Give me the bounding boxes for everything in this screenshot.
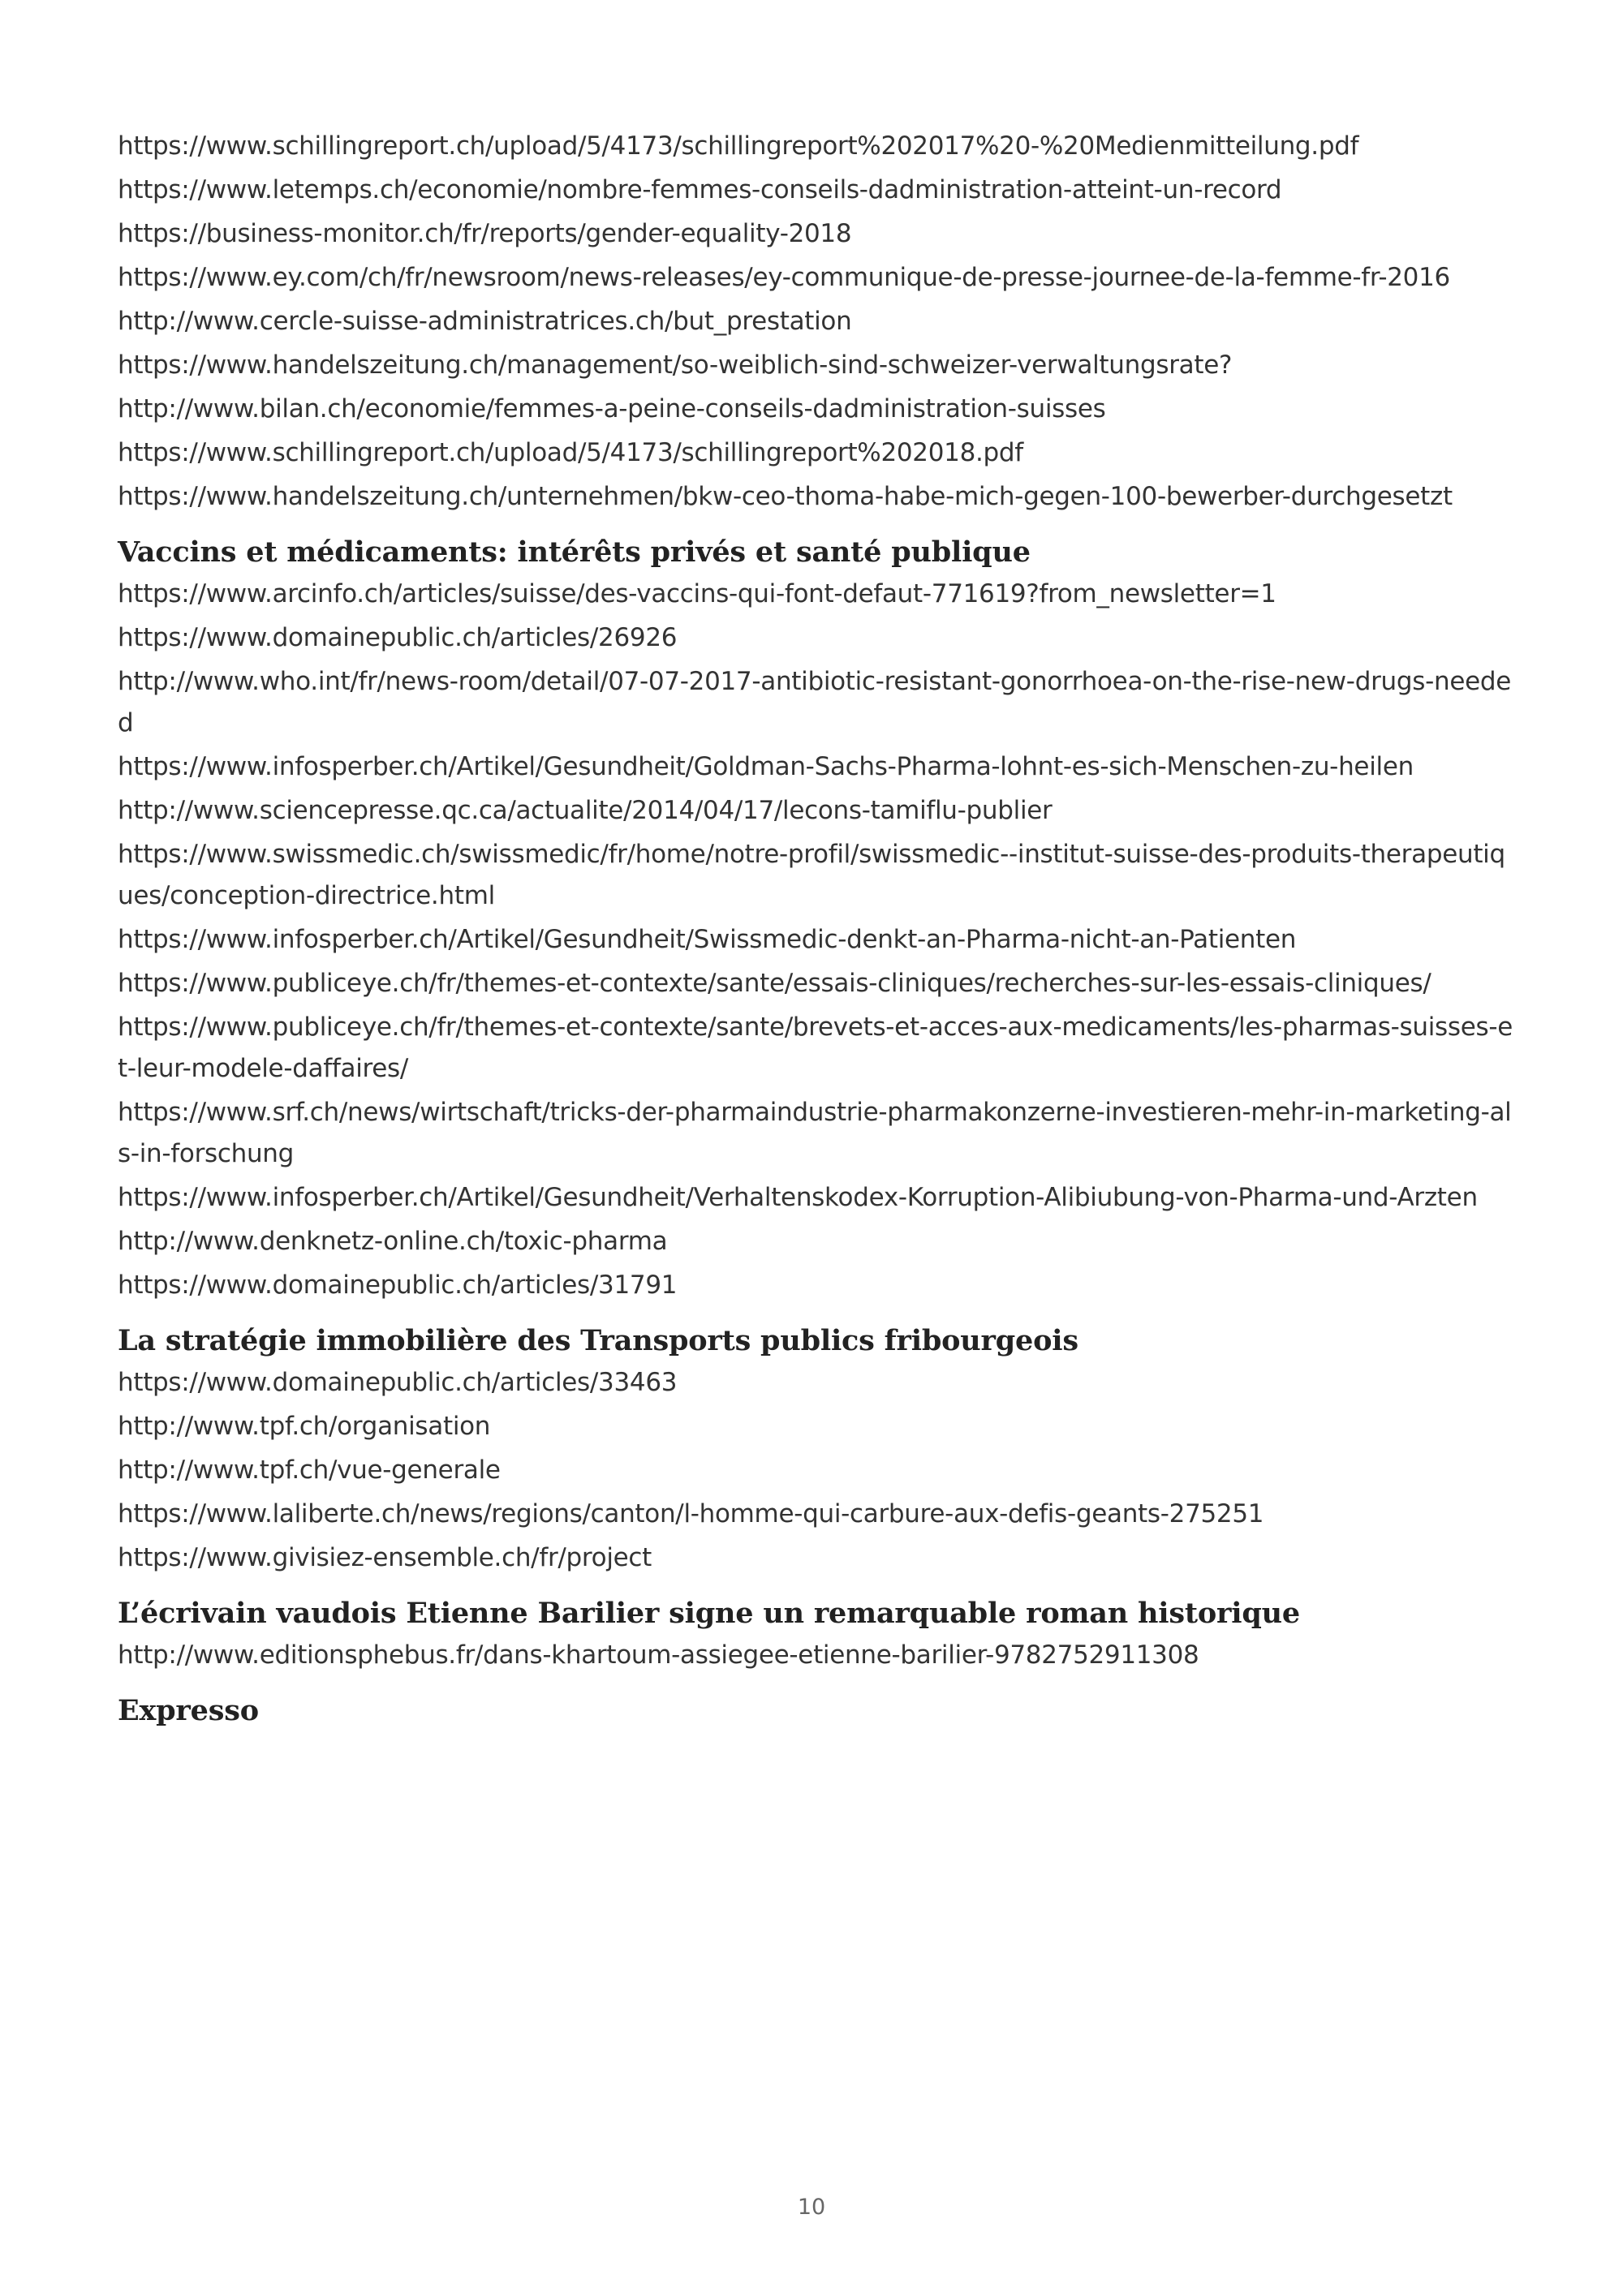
page-number: 10 [797, 2195, 826, 2220]
reference-link[interactable]: https://www.domainepublic.ch/articles/33463 [118, 1368, 678, 1397]
reference-link[interactable]: https://www.infosperber.ch/Artikel/Gesundheit/Swissmedic-denkt-an-Pharma-nicht-an-Patienten [118, 925, 1297, 954]
section-1 [118, 533, 1518, 1306]
reference-link[interactable]: http://www.who.int/fr/news-room/detail/07-07-2017-antibiotic-resistant-gonorrhoea-on-the-rise-new-drugs-needed [118, 667, 1512, 737]
reference-link[interactable]: http://www.cercle-suisse-administratrices.ch/but_prestation [118, 307, 852, 336]
reference-link[interactable]: http://www.editionsphebus.fr/dans-khartoum-assiegee-etienne-barilier-9782752911308 [118, 1640, 1199, 1670]
reference-link[interactable]: https://www.handelszeitung.ch/unternehmen/bkw-ceo-thoma-habe-mich-gegen-100-bewerber-durchgesetzt [118, 482, 1453, 511]
reference-link[interactable]: https://www.domainepublic.ch/articles/26926 [118, 623, 678, 652]
reference-link[interactable]: https://www.schillingreport.ch/upload/5/4173/schillingreport%202018.pdf [118, 438, 1023, 467]
reference-link[interactable]: http://www.denknetz-online.ch/toxic-pharma [118, 1227, 668, 1256]
section-4 [118, 1692, 1518, 1731]
reference-link[interactable]: https://www.ey.com/ch/fr/newsroom/news-releases/ey-communique-de-presse-journee-de-la-femme-fr-2016 [118, 263, 1450, 292]
reference-link[interactable]: https://business-monitor.ch/fr/reports/gender-equality-2018 [118, 219, 852, 248]
reference-link[interactable]: http://www.tpf.ch/vue-generale [118, 1455, 501, 1485]
reference-link[interactable]: https://www.letemps.ch/economie/nombre-femmes-conseils-dadministration-atteint-un-record [118, 175, 1282, 204]
reference-link[interactable]: https://www.infosperber.ch/Artikel/Gesundheit/Goldman-Sachs-Pharma-lohnt-es-sich-Menschen-zu-heilen [118, 752, 1414, 781]
reference-link[interactable]: https://www.givisiez-ensemble.ch/fr/project [118, 1543, 652, 1572]
section-3 [118, 1594, 1518, 1676]
reference-link[interactable]: https://www.srf.ch/news/wirtschaft/tricks-der-pharmaindustrie-pharmakonzerne-investieren-mehr-in-marketing-als-in-forschung [118, 1098, 1512, 1168]
section-heading: Expresso [118, 1694, 259, 1727]
reference-link[interactable]: https://www.infosperber.ch/Artikel/Gesundheit/Verhaltenskodex-Korruption-Alibiubung-von-Pharma-und-Arzten [118, 1183, 1478, 1212]
reference-link[interactable]: http://www.tpf.ch/organisation [118, 1412, 491, 1441]
reference-link[interactable]: https://www.domainepublic.ch/articles/31791 [118, 1271, 678, 1300]
section-0 [118, 126, 1518, 518]
document-body [118, 126, 1518, 1732]
reference-link[interactable]: https://www.handelszeitung.ch/management/so-weiblich-sind-schweizer-verwaltungsrate? [118, 350, 1233, 380]
reference-link[interactable]: http://www.sciencepresse.qc.ca/actualite/2014/04/17/lecons-tamiflu-publier [118, 796, 1053, 825]
section-heading: L’écrivain vaudois Etienne Barilier signe un remarquable roman historique [118, 1597, 1300, 1630]
section-heading: Vaccins et médicaments: intérêts privés et santé publique [118, 535, 1031, 569]
section-2 [118, 1322, 1518, 1579]
reference-link[interactable]: https://www.swissmedic.ch/swissmedic/fr/home/notre-profil/swissmedic--institut-suisse-des-produits-therapeutiques/conception-directrice.html [118, 840, 1505, 910]
reference-link[interactable]: https://www.arcinfo.ch/articles/suisse/des-vaccins-qui-font-defaut-771619?from_newsletter=1 [118, 579, 1276, 608]
reference-link[interactable]: https://www.schillingreport.ch/upload/5/4173/schillingreport%202017%20-%20Medienmitteilung.pdf [118, 131, 1359, 161]
reference-link[interactable]: https://www.publiceye.ch/fr/themes-et-contexte/sante/essais-cliniques/recherches-sur-les-essais-cliniques/ [118, 969, 1431, 998]
section-heading: La stratégie immobilière des Transports publics fribourgeois [118, 1324, 1078, 1357]
reference-link[interactable]: https://www.publiceye.ch/fr/themes-et-contexte/sante/brevets-et-acces-aux-medicaments/les-pharmas-suisses-et-leur-modele-daffaires/ [118, 1013, 1513, 1083]
reference-link[interactable]: https://www.laliberte.ch/news/regions/canton/l-homme-qui-carbure-aux-defis-geants-275251 [118, 1499, 1264, 1529]
reference-link[interactable]: http://www.bilan.ch/economie/femmes-a-peine-conseils-dadministration-suisses [118, 394, 1106, 424]
